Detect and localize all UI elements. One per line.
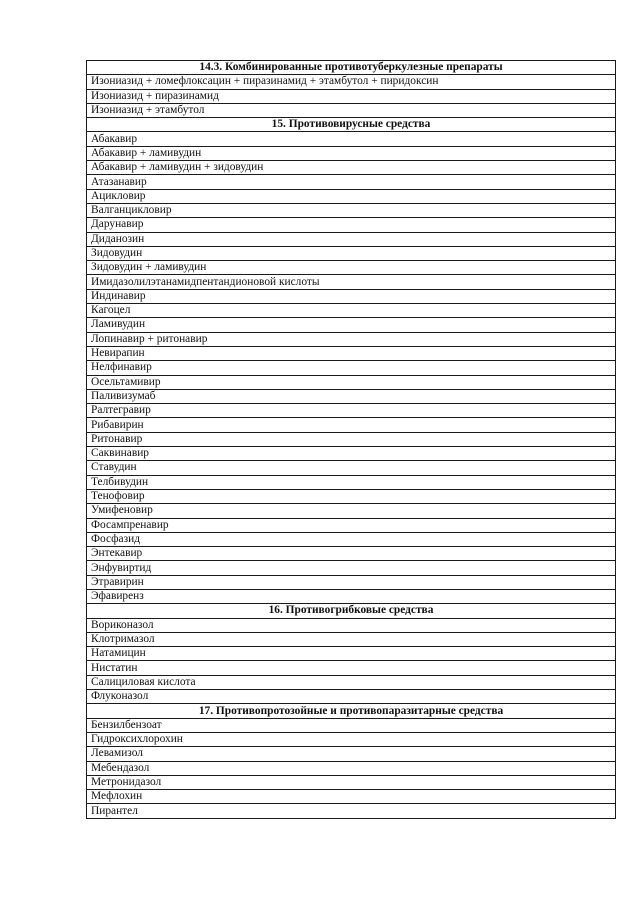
- drug-row: [87, 103, 616, 117]
- drug-row: [87, 275, 616, 289]
- drug-row: [87, 761, 616, 775]
- drug-name: Абакавир + ламивудин: [87, 146, 616, 160]
- drug-name: Вориконазол: [87, 618, 616, 632]
- drug-row: [87, 404, 616, 418]
- drug-row: [87, 732, 616, 746]
- drug-row: [87, 304, 616, 318]
- drug-name: Лопинавир + ритонавир: [87, 332, 616, 346]
- drug-row: [87, 661, 616, 675]
- drug-row: [87, 804, 616, 818]
- drug-name: Ацикловир: [87, 189, 616, 203]
- section-heading-row: [87, 61, 616, 75]
- drug-name: Ставудин: [87, 461, 616, 475]
- drug-row: [87, 532, 616, 546]
- drug-row: [87, 175, 616, 189]
- drug-row: [87, 75, 616, 89]
- drug-name: Мебендазол: [87, 761, 616, 775]
- drug-name: Нелфинавир: [87, 361, 616, 375]
- drug-list-table: [86, 60, 616, 819]
- drug-row: [87, 132, 616, 146]
- drug-name: Мефлохин: [87, 790, 616, 804]
- drug-name: Гидроксихлорохин: [87, 732, 616, 746]
- drug-list-body: [87, 61, 616, 819]
- drug-row: [87, 675, 616, 689]
- drug-row: [87, 146, 616, 160]
- drug-row: [87, 589, 616, 603]
- drug-name: Телбивудин: [87, 475, 616, 489]
- section-heading: 15. Противовирусные средства: [87, 118, 616, 132]
- drug-name: Абакавир: [87, 132, 616, 146]
- drug-row: [87, 389, 616, 403]
- drug-row: [87, 346, 616, 360]
- section-heading: 16. Противогрибковые средства: [87, 604, 616, 618]
- drug-name: Диданозин: [87, 232, 616, 246]
- drug-row: [87, 547, 616, 561]
- drug-row: [87, 189, 616, 203]
- drug-name: Фосампренавир: [87, 518, 616, 532]
- drug-row: [87, 647, 616, 661]
- drug-name: Ритонавир: [87, 432, 616, 446]
- drug-row: [87, 575, 616, 589]
- drug-name: Индинавир: [87, 289, 616, 303]
- drug-row: [87, 318, 616, 332]
- drug-name: Бензилбензоат: [87, 718, 616, 732]
- drug-row: [87, 489, 616, 503]
- section-heading-row: [87, 118, 616, 132]
- drug-row: [87, 361, 616, 375]
- section-heading-row: [87, 704, 616, 718]
- drug-row: [87, 461, 616, 475]
- drug-row: [87, 432, 616, 446]
- drug-name: Рибавирин: [87, 418, 616, 432]
- drug-name: Паливизумаб: [87, 389, 616, 403]
- drug-row: [87, 747, 616, 761]
- drug-name: Атазанавир: [87, 175, 616, 189]
- drug-name: Флуконазол: [87, 690, 616, 704]
- drug-name: Фосфазид: [87, 532, 616, 546]
- drug-name: Зидовудин: [87, 246, 616, 260]
- drug-row: [87, 447, 616, 461]
- drug-row: [87, 289, 616, 303]
- drug-name: Саквинавир: [87, 447, 616, 461]
- drug-name: Этравирин: [87, 575, 616, 589]
- drug-row: [87, 790, 616, 804]
- section-heading-row: [87, 604, 616, 618]
- drug-name: Левамизол: [87, 747, 616, 761]
- drug-name: Клотримазол: [87, 632, 616, 646]
- drug-name: Изониазид + ломефлоксацин + пиразинамид + этамбутол + пиридоксин: [87, 75, 616, 89]
- drug-row: [87, 618, 616, 632]
- drug-name: Пирантел: [87, 804, 616, 818]
- drug-name: Изониазид + этамбутол: [87, 103, 616, 117]
- drug-row: [87, 232, 616, 246]
- drug-name: Тенофовир: [87, 489, 616, 503]
- drug-name: Изониазид + пиразинамид: [87, 89, 616, 103]
- drug-row: [87, 89, 616, 103]
- drug-row: [87, 332, 616, 346]
- drug-row: [87, 504, 616, 518]
- drug-name: Энфувиртид: [87, 561, 616, 575]
- drug-row: [87, 475, 616, 489]
- drug-name: Метронидазол: [87, 775, 616, 789]
- drug-row: [87, 161, 616, 175]
- drug-row: [87, 418, 616, 432]
- section-heading: 14.3. Комбинированные противотуберкулезные препараты: [87, 61, 616, 75]
- drug-row: [87, 203, 616, 217]
- drug-row: [87, 246, 616, 260]
- drug-row: [87, 375, 616, 389]
- drug-row: [87, 632, 616, 646]
- drug-name: Имидазолилэтанамидпентандионовой кислоты: [87, 275, 616, 289]
- section-heading: 17. Противопротозойные и противопаразитарные средства: [87, 704, 616, 718]
- drug-name: Кагоцел: [87, 304, 616, 318]
- drug-name: Ралтегравир: [87, 404, 616, 418]
- drug-row: [87, 561, 616, 575]
- drug-name: Эфавиренз: [87, 589, 616, 603]
- drug-row: [87, 718, 616, 732]
- drug-row: [87, 261, 616, 275]
- drug-row: [87, 775, 616, 789]
- drug-name: Осельтамивир: [87, 375, 616, 389]
- drug-name: Умифеновир: [87, 504, 616, 518]
- drug-name: Натамицин: [87, 647, 616, 661]
- drug-name: Абакавир + ламивудин + зидовудин: [87, 161, 616, 175]
- drug-row: [87, 690, 616, 704]
- drug-name: Энтекавир: [87, 547, 616, 561]
- drug-name: Зидовудин + ламивудин: [87, 261, 616, 275]
- drug-name: Невирапин: [87, 346, 616, 360]
- drug-name: Салициловая кислота: [87, 675, 616, 689]
- drug-row: [87, 518, 616, 532]
- drug-name: Дарунавир: [87, 218, 616, 232]
- drug-row: [87, 218, 616, 232]
- drug-name: Нистатин: [87, 661, 616, 675]
- drug-name: Ламивудин: [87, 318, 616, 332]
- drug-name: Валганцикловир: [87, 203, 616, 217]
